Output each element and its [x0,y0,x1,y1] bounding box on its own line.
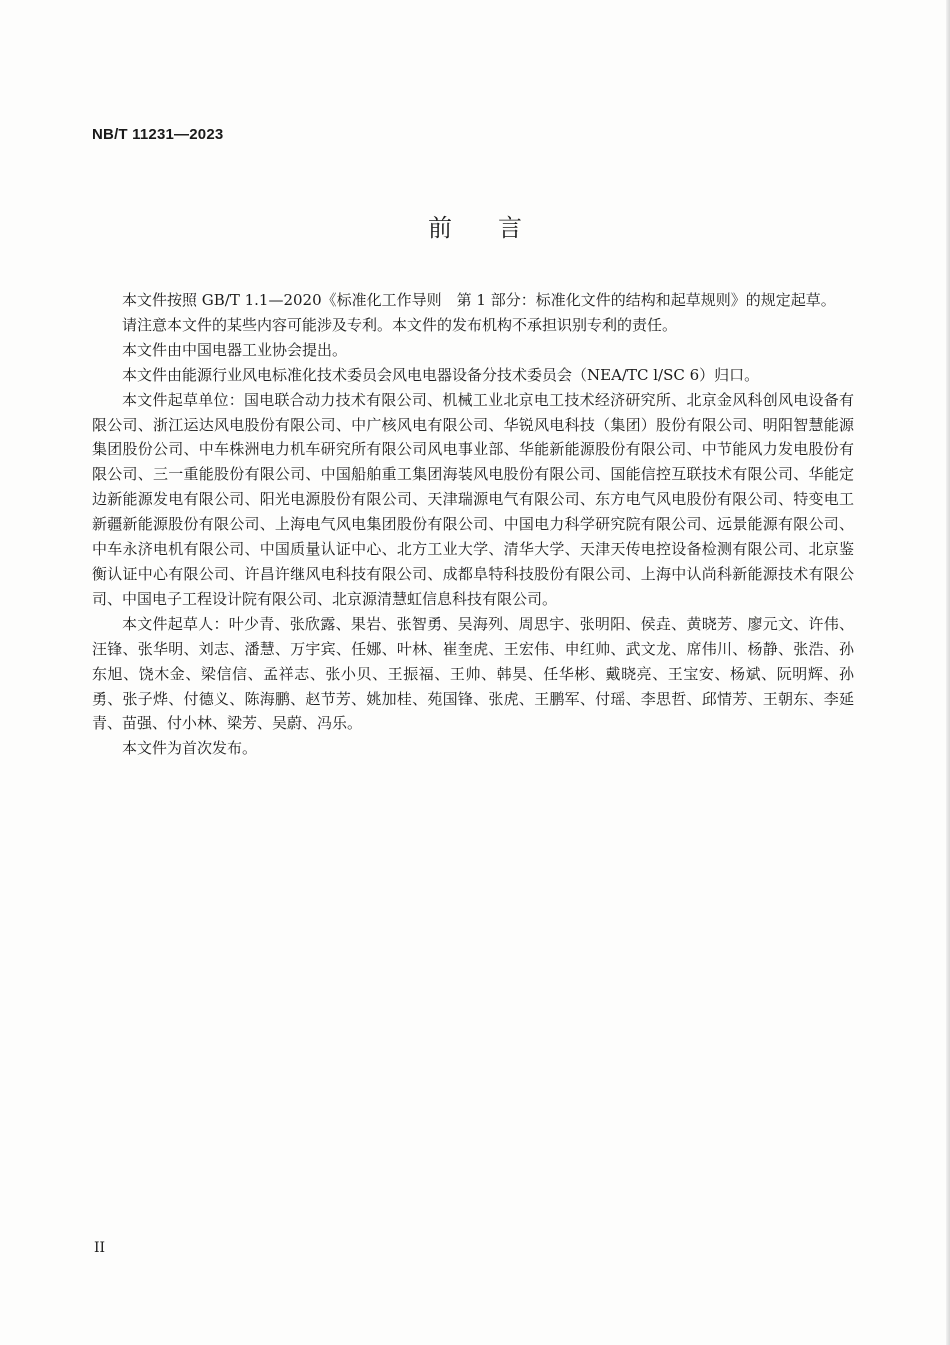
paragraph-drafters: 本文件起草人：叶少青、张欣露、果岩、张智勇、吴海列、周思宇、张明阳、侯垚、黄晓芳、廖元文、许伟、汪锋、张华明、刘志、潘慧、万宇宾、任娜、叶林、崔奎虎、王宏伟、申红帅、武文龙、席伟川、杨静、张浩、孙东旭、饶木金、梁信信、孟祥志、张小贝、王振福、王帅、韩昊、任华彬、戴晓亮、王宝安、杨斌、阮明辉、孙勇、张子烨、付德义、陈海鹏、赵节芳、姚加桂、苑国锋、张虎、王鹏军、付瑶、李思哲、邱情芳、王朝东、李延青、苗强、付小林、梁芳、吴蔚、冯乐。 [92,614,854,733]
paragraph-patent-notice: 请注意本文件的某些内容可能涉及专利。本文件的发布机构不承担识别专利的责任。 [122,315,678,334]
standard-number: NB/T 11231—2023 [92,126,224,143]
foreword-body [92,288,854,761]
scan-edge [946,0,950,1345]
paragraph-committee: 本文件由能源行业风电标准化技术委员会风电电器设备分技术委员会（NEA/TC l/SC 6）归口。 [122,365,760,384]
paragraph-proposer: 本文件由中国电器工业协会提出。 [122,340,348,359]
paragraph-drafting-rules: 本文件按照 GB/T 1.1—2020《标准化工作导则 第 1 部分：标准化文件的结构和起草规则》的规定起草。 [122,291,836,309]
page-number: II [94,1240,106,1256]
page-title: 前言 [428,214,568,242]
paragraph-drafting-units: 本文件起草单位：国电联合动力技术有限公司、机械工业北京电工技术经济研究所、北京金风科创风电设备有限公司、浙江运达风电股份有限公司、中广核风电有限公司、华锐风电科技（集团）股份有限公司、明阳智慧能源集团股份公司、中车株洲电力机车研究所有限公司风电事业部、华能新能源股份有限公司、中节能风力发电股份有限公司、三一重能股份有限公司、中国船舶重工集团海装风电股份有限公司、国能信控互联技术有限公司、华能定边新能源发电有限公司、阳光电源股份有限公司、天津瑞源电气有限公司、东方电气风电股份有限公司、特变电工新疆新能源股份有限公司、上海电气风电集团股份有限公司、中国电力科学研究院有限公司、远景能源有限公司、中车永济电机有限公司、中国质量认证中心、北方工业大学、清华大学、天津天传电控设备检测有限公司、北京鉴衡认证中心有限公司、许昌许继风电科技有限公司、成都阜特科技股份有限公司、上海中认尚科新能源技术有限公司、中国电子工程设计院有限公司、北京源清慧虹信息科技有限公司。 [92,390,854,608]
paragraph-first-release: 本文件为首次发布。 [122,739,258,758]
